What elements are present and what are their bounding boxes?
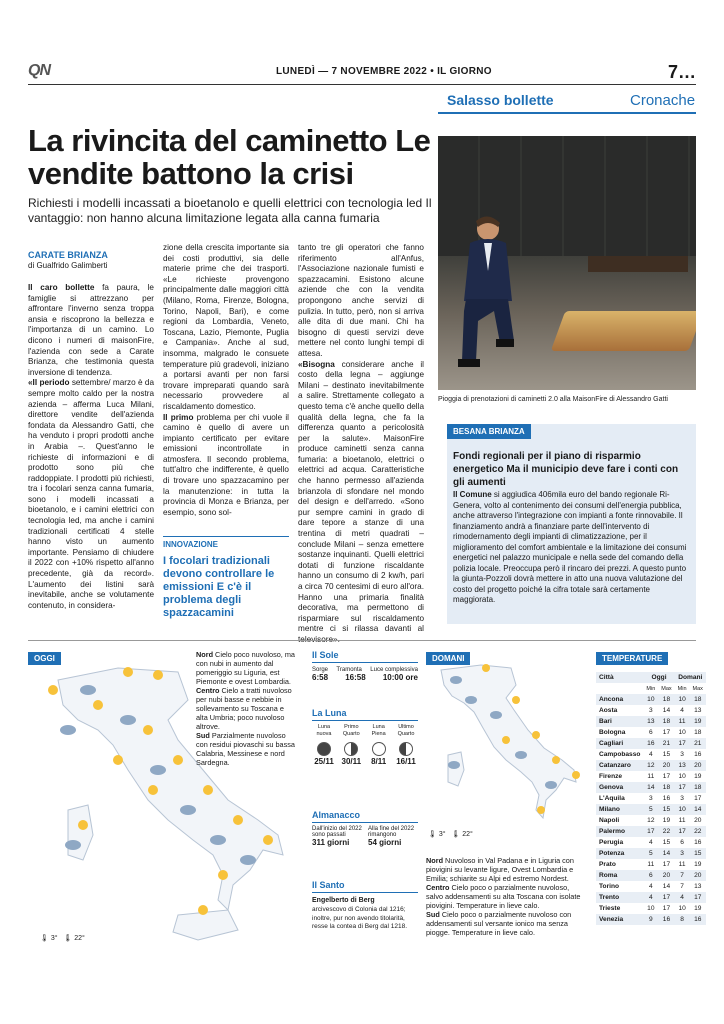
table-row: Catanzaro 12 20 13 20: [596, 760, 706, 771]
moon-icon: [344, 742, 358, 756]
moon-phase: Ultimo Quarto 16/11: [396, 724, 416, 766]
photo-caption: Pioggia di prenotazioni di caminetti 2.0 alla MaisonFire di Alessandro Gatti: [438, 396, 668, 403]
moon-icon: [399, 742, 413, 756]
dateline-location: CARATE BRIANZA: [28, 250, 108, 260]
moon-panel: La Luna Luna nuova 25/11 Primo Quarto 30/11 Luna Piena 8/11 Ultimo Quarto 16/11: [312, 708, 418, 765]
domani-header: DOMANI: [426, 648, 470, 666]
table-row: Torino 4 14 7 13: [599, 883, 702, 890]
table-row: Genova 14 18 17 18: [596, 782, 706, 793]
newspaper-logo: QN: [28, 62, 50, 79]
domani-forecast: Nord Nuvoloso in Val Padana e in Liguria con piovigini su levante ligure, Ovest Lombardia e Emilia; schiarite su Alpi ed estremo Nordest. Centro Cielo poco o parzialmente nuvoloso, salvo addensamenti su alta Toscana con isolate piovigini. Temperature in lieve calo. Sud Cielo poco o parzialmente nuvoloso con addensamenti sul versante ionico ma senza piogge. Temperature in lieve calo.: [426, 856, 581, 937]
table-row: Campobasso 4 15 3 16: [599, 751, 702, 758]
table-row: Firenze 11 17 10 19: [599, 773, 702, 780]
table-row: Milano 5 15 10 14: [596, 804, 706, 815]
subheadline: Richiesti i modelli incassati a bioetanolo e quelli elettrici con tecnologia led Il vantaggio: non hanno alcuna limitazione legata alla canna fumaria: [28, 196, 432, 225]
domani-temps: 🌡 3° 🌡 22°: [428, 831, 473, 838]
innovation-box: [163, 536, 289, 620]
oggi-header: OGGI: [28, 648, 61, 666]
table-row: Palermo 17 22 17 22: [596, 826, 706, 837]
oggi-forecast: Nord Cielo poco nuvoloso, ma con nubi in aumento dal pomeriggio su Liguria, est Piemonte e ovest Lombardia. Centro Cielo a tratti nuvoloso per nubi basse e nebbie in sollevamento su Toscana e alta Umbria; poco nuvoloso altrove. Sud Parzialmente nuvoloso con residui piovaschi su bassa Calabria, Messinese e nord Sardegna.: [196, 650, 295, 767]
table-row: L'Aquila 3 16 3 17: [599, 795, 702, 802]
sidebar-article-besana: [447, 424, 696, 624]
table-row: Prato 11 17 11 19: [599, 861, 702, 868]
table-row: Napoli 12 19 11 20: [599, 817, 702, 824]
article-photo: [438, 136, 696, 390]
header-rule: [28, 84, 696, 85]
article-column-3: tanto tre gli operatori che fanno riferimento all'Anfus, l'Associazione nazionale fumisti e spazzacamini. Esistono alcune aziende che con la vendita propongono anche servizi di pulizia. In tutto, però, non si arriva alle dita di due mani. Chi ha bisogno di questi servizi deve mettere nel conto lunghi tempi di attesa. «Bisogna considerare anche il costo della legna – aggiunge Milani – destinato inevitabilmente a salire. Strettamente collegato a questo tema c'è anche quello della qualità della legna, che fa la differenza quanto a pericolosità per la salute». MaisonFire produce caminetti senza canna fumaria: a bioetanolo, elettrici o elettrici ad acqua. Caratteristiche che hanno permesso all'azienda brianzola di sfondare nel mondo del design e dell'arredo. «Sono pur sempre camini in grado di dare tepore a stanze di una trentina di metri quadrati – conclude Milani – senza emettere sostanze inquinanti. Quelli elettrici dotati di funzione riscaldante hanno un consumo di 2 kw/h, pari a circa 70 centesimi di euro all'ora. Hanno una primaria finalità decorativa, ma permettono di risparmiare sul riscaldamento mentre ci si rilassa davanti al: [298, 243, 424, 634]
dateline: LUNEDÌ — 7 NOVEMBRE 2022 • IL GIORNO: [276, 66, 492, 77]
table-row: Trieste 10 17 10 19: [599, 905, 702, 912]
page-number: 7…: [667, 62, 696, 82]
author-byline: di Gualfrido Galimberti: [28, 261, 108, 270]
table-row: Trento 4 17 4 17: [596, 892, 706, 903]
almanac-panel: Almanacco Dall'inizio del 2022 sono passati 311 giorni Alla fine del 2022 rimangono 54 giorni: [312, 810, 418, 847]
temperature-header: TEMPERATURE: [596, 648, 668, 666]
article-column-1: Il caro bollette fa paura, le famiglie si attrezzano per affrontare l'inverno senza troppa ansia e riscoprono la bellezza e l'importanza di un camino. Lo dicono i numeri di maisonFire, l'azienda con sede a Carate Brianza, che testimonia questa inversione di tendenza. «Il periodo settembre/ marzo è da sempre molto caldo per la nostra azienda – afferma Luca Milani, direttore vendite dell'azienda fondata da Alessandro Gatti, che ha venduto i propri prodotti anche in Arabia –. Quest'anno le richieste di informazioni e di prodotto sono più che raddoppiate. I prodotti più richiesti, tra i focolari senza canna fumaria, sono i modelli incassati a bioetanolo, e i camini elettrici con tecnologia led, ma anche i camini tradizionali certificati 4 stelle hanno visto un aumento importante. Pensiamo di chiudere il 2022 con +10% rispetto all'anno precedente, già da record». L'aumento dei listini sarà inevitabile, anche se volutamente contenuto, in considera-: [28, 283, 154, 610]
table-row: Bari 13 18 11 19: [596, 716, 706, 727]
table-row: Roma 6 20 7 20: [596, 870, 706, 881]
sun-panel: Il Sole Sorge Tramonta Luce complessiva 6:58 16:58 10:00 ore: [312, 650, 418, 682]
headline: La rivincita del caminetto Le vendite battono la crisi: [28, 123, 431, 191]
table-row: Potenza 5 14 3 15: [596, 848, 706, 859]
table-row: Ancona 10 18 10 18: [596, 694, 706, 705]
table-row: Bologna 6 17 10 18: [599, 729, 702, 736]
weather-rule: [28, 640, 696, 641]
besana-label: BESANA BRIANZA: [447, 424, 531, 439]
section-name: Cronache: [630, 92, 696, 109]
table-row: Perugia 4 15 6 16: [599, 839, 702, 846]
moon-phase: Luna Piena 8/11: [371, 724, 387, 766]
temperature-table: Città Oggi Domani Min Max Min Max Ancona 10 18 10 18 Aosta 3 14 4 13 Bari 13 18 11 19 Bologna 6 17 10 18 Cagliari 16 21 17 21 Campobasso 4 15 3 16 Catanzaro 12 20 13 20 Firenze 11 17 10 19 Genova 14 18 17 18 L'Aquila 3 16 3 17 Milano 5 15 10 14 Napoli 12 19 11 20 Palermo 17 22 17 22 Perugia 4 15 6 16 Potenza 5 14 3 15 Prato 11 17 11 19 Roma 6 20 7 20 Torino 4 14 7 13 Trento 4 17 4 17 Trieste 10 17 10 19 Venezia 9 16 8 16: [596, 672, 696, 925]
innovation-label: INNOVAZIONE: [163, 536, 289, 549]
page-header: [28, 62, 696, 82]
table-row: Venezia 9 16 8 16: [596, 914, 706, 925]
besana-title: Fondi regionali per il piano di risparmio energetico Ma il municipio deve fare i conti con gli aumenti: [453, 451, 679, 488]
innovation-title: I focolari tradizionali devono controllare le emissioni E c'è il problema degli spazzacamini: [163, 555, 275, 619]
moon-icon: [372, 742, 386, 756]
article-column-2: zione della crescita importante sia dei costi produttivi, sia delle materie prime che dei trasporti. «Le richieste provengono principalmente dalle maggiori città (Milano, Roma, Firenze, Bologna, Torino, Napoli, Bari), e come regioni da Lombardia, Veneto, Toscana, Lazio, Piemonte, Puglia e Campania». Anche al sud, insomma, malgrado le consuete temperature più gradevoli, iniziano a portarsi avanti per non farsi trovare impreparati quando sarà necessario provvedere al riscaldamento domestico. Il primo problema per chi vuole il camino è quello di avere un impianto certificato per evitare emissioni incontrollate in atmosfera. Il secondo problema, tutt'altro che indifferente, è quello di trovare uno spazzacamino per la manutenzione: in tutta la provincia di Monza e Brianza, per esempio, sono sol-: [163, 243, 289, 517]
besana-body: Il Comune si aggiudica 406mila euro del bando regionale Ri-Genera, volto al contenimento dei consumi dell'energia pubblica, anche attraverso l'integrazione con impianti a fonte rinnovabile. Il finanziamento andrà a finanziare parte dell'intervento di rimodernamento degli impianti di climatizzazione, per il miglioramento del comfort ambientale e la limitazione dei consumi energetici nel palazzo municipale e nella sede del comando della polizia locale. Preoccupa però il rincaro dei prezzi. A questo punto la giunta-Pozzoli dovrà mettere in atto una nuova valutazione del costo del progetto poiché la cifra totale sarà certamente maggiorata.: [453, 490, 687, 604]
table-row: Aosta 3 14 4 13: [599, 707, 702, 714]
oggi-temps: 🌡 3° 🌡 22°: [40, 935, 85, 942]
moon-phase: Luna nuova 25/11: [314, 724, 334, 766]
moon-icon: [317, 742, 331, 756]
saint-panel: Il Santo Engelberto di Berg arcivescovo di Colonia dal 1216; inoltre, pur non avendo titolarità, resse la contea di Berg dal 1218.: [312, 880, 418, 932]
moon-phase: Primo Quarto 30/11: [341, 724, 362, 766]
italy-map-tomorrow: [426, 660, 586, 840]
rubric: Salasso bollette: [447, 92, 554, 108]
table-row: Cagliari 16 21 17 21: [596, 738, 706, 749]
person-figure: [448, 211, 518, 371]
section-rule: [438, 112, 696, 114]
